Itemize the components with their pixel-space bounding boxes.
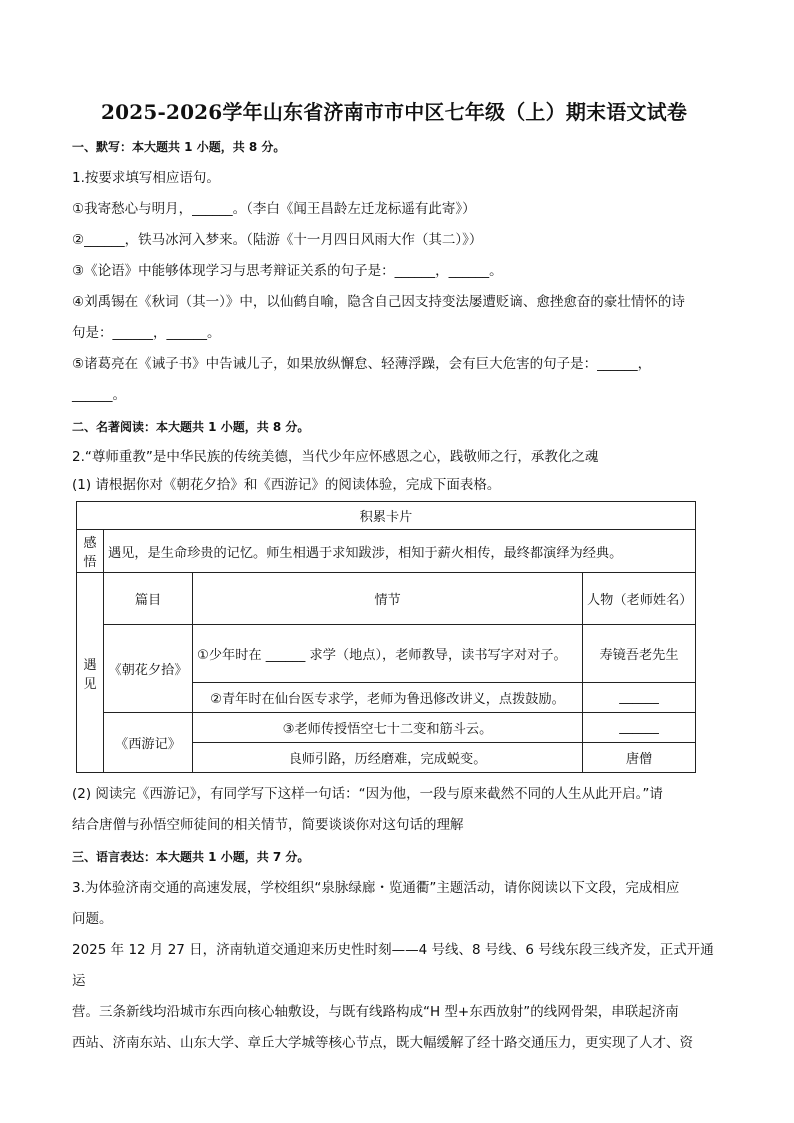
plot-1: ①少年时在 ______ 求学（地点），老师教导，读书写字对对子。 (193, 625, 583, 683)
yujian-label: 遇见 (77, 573, 104, 773)
ganwu-text: 遇见，是生命珍贵的记忆。师生相遇于求知跋涉，相知于薪火相传，最终都演绎为经典。 (104, 530, 696, 573)
header-pianmu: 篇目 (104, 573, 193, 625)
q1-line-2: ②______，铁马冰河入梦来。（陆游《十一月四日风雨大作（其二）》） (72, 232, 483, 248)
q1-line-5b: ______。 (72, 387, 126, 403)
q1-line-4b: 句是：______，______。 (72, 325, 221, 341)
plot-2: ②青年时在仙台医专求学，老师为鲁迅修改讲义，点拨鼓励。 (193, 683, 583, 713)
section-2-header: 二、名著阅读：本大题共 1 小题，共 8 分。 (72, 420, 310, 434)
exam-page (72, 96, 722, 1059)
exam-title: 2025-2026学年山东省济南市市中区七年级（上）期末语文试卷 (100, 100, 688, 124)
card-title: 积累卡片 (77, 502, 696, 530)
section-1-header: 一、默写：本大题共 1 小题，共 8 分。 (72, 140, 286, 154)
header-qingjie: 情节 (193, 573, 583, 625)
teacher-1: 寿镜吾老先生 (583, 625, 696, 683)
q2-sub-2b: 结合唐僧与孙悟空师徒间的相关情节，简要谈谈你对这句话的理解 (72, 817, 464, 833)
plot-4: 良师引路，历经磨难，完成蜕变。 (193, 743, 583, 773)
q1-line-1: ①我寄愁心与明月，______。（李白《闻王昌龄左迁龙标遥有此寄》） (72, 201, 476, 217)
question-3b: 问题。 (72, 911, 113, 927)
q2-sub-2a: (2) 阅读完《西游记》，有同学写下这样一句话：“因为他，一段与原来截然不同的人生从此开启。”请 (72, 786, 663, 802)
passage-line-1: 2025 年 12 月 27 日，济南轨道交通迎来历史性时刻——4 号线、8 号线、6 号线东段三线齐发，正式开通运 (72, 942, 714, 989)
question-2: 2.“尊师重教”是中华民族的传统美德，当代少年应怀感恩之心，践敬师之行，承教化之魂 (72, 449, 599, 465)
q1-line-4a: ④刘禹锡在《秋词（其一）》中，以仙鹤自喻，隐含自己因支持变法屡遭贬谪、愈挫愈奋的豪壮情怀的诗 (72, 294, 685, 310)
q1-line-5a: ⑤诸葛亮在《诫子书》中告诫儿子，如果放纵懈怠、轻薄浮躁，会有巨大危害的句子是：______， (72, 356, 652, 372)
ganwu-label: 感悟 (77, 530, 104, 573)
q1-line-3: ③《论语》中能够体现学习与思考辩证关系的句子是：______，______。 (72, 263, 503, 279)
passage-line-3: 西站、济南东站、山东大学、章丘大学城等核心节点，既大幅缓解了经十路交通压力，更实现了人才、资 (72, 1035, 693, 1051)
q2-sub-1: (1) 请根据你对《朝花夕拾》和《西游记》的阅读体验，完成下面表格。 (72, 477, 501, 493)
question-1: 1.按要求填写相应语句。 (72, 170, 220, 186)
teacher-4: 唐僧 (583, 743, 696, 773)
teacher-3-blank: ______ (583, 713, 696, 743)
passage-line-2: 营。三条新线均沿城市东西向核心轴敷设，与既有线路构成“H 型+东西放射”的线网骨架，串联起济南 (72, 1004, 679, 1020)
question-3a: 3.为体验济南交通的高速发展，学校组织“泉脉绿廊・览通衢”主题活动，请你阅读以下文段，完成相应 (72, 880, 680, 896)
plot-3: ③老师传授悟空七十二变和筋斗云。 (193, 713, 583, 743)
book-xiyouji: 《西游记》 (104, 713, 193, 773)
header-renwu: 人物（老师姓名） (583, 573, 696, 625)
teacher-2-blank: ______ (583, 683, 696, 713)
book-zhaohua: 《朝花夕拾》 (104, 625, 193, 713)
accumulation-card-table (76, 501, 696, 773)
section-3-header: 三、语言表达：本大题共 1 小题，共 7 分。 (72, 850, 310, 864)
